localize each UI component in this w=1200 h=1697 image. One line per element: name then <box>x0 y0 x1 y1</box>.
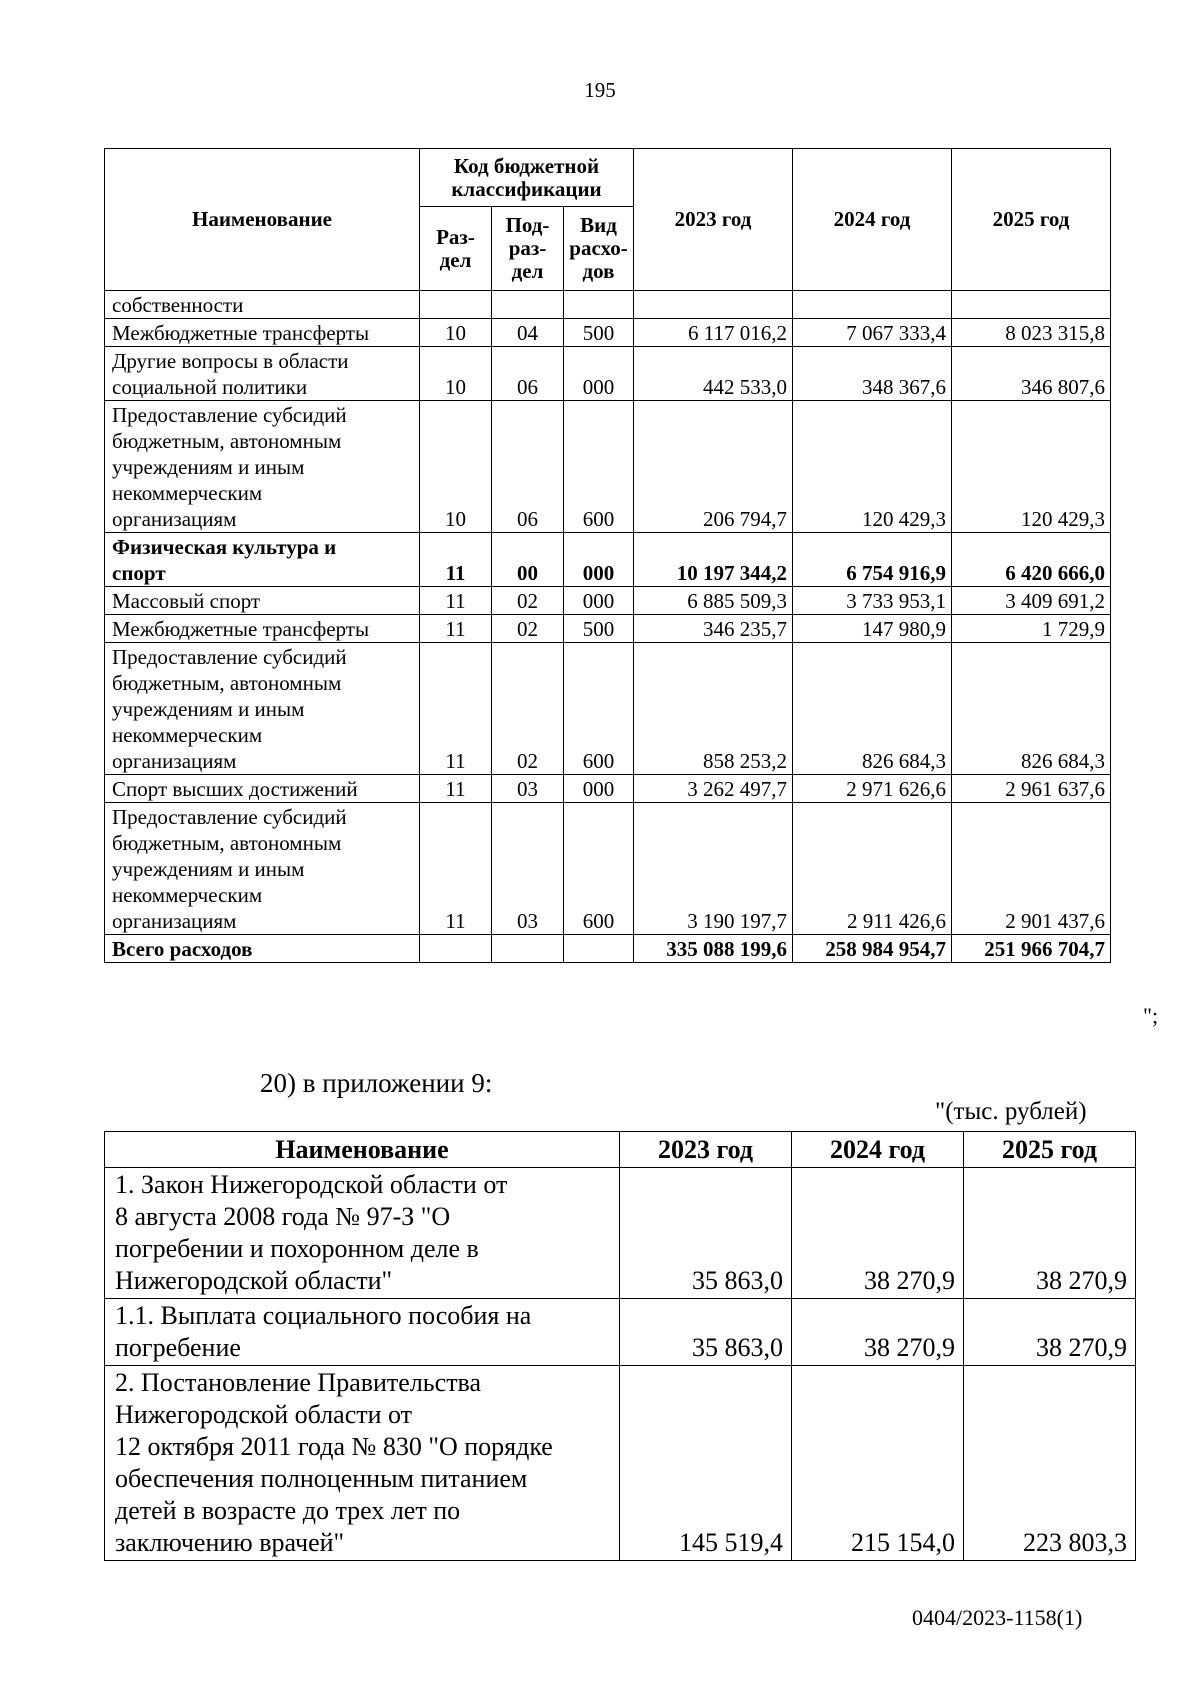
row-name: Другие вопросы в области социальной политики <box>105 347 420 401</box>
row-value-2023: 6 885 509,3 <box>634 587 793 615</box>
row-expense-type: 000 <box>564 533 634 587</box>
row-section: 11 <box>420 803 492 935</box>
header-code-group: Код бюджетной классификации <box>420 149 634 207</box>
row-name: Массовый спорт <box>105 587 420 615</box>
table-row <box>105 935 1111 963</box>
row-expense-type: 500 <box>564 615 634 643</box>
header-section: Раз- дел <box>420 207 492 291</box>
header-2024: 2024 год <box>792 1132 964 1168</box>
row-value-2025: 120 429,3 <box>952 401 1111 533</box>
row-subsection <box>492 291 564 319</box>
row-subsection <box>492 935 564 963</box>
row-name: 2. Постановление Правительства Нижегородской области от 12 октября 2011 года № 830 "О порядке обеспечения полноценным питанием детей в возрасте до трех лет по заключению врачей" <box>105 1366 620 1561</box>
table-row <box>105 1299 1136 1366</box>
row-expense-type: 600 <box>564 803 634 935</box>
row-value-2025: 38 270,9 <box>964 1299 1136 1366</box>
row-name: Межбюджетные трансферты <box>105 615 420 643</box>
row-value-2024: 147 980,9 <box>793 615 952 643</box>
row-value-2024: 826 684,3 <box>793 643 952 775</box>
row-value-2023: 346 235,7 <box>634 615 793 643</box>
table-row <box>105 803 1111 935</box>
row-value-2025: 223 803,3 <box>964 1366 1136 1561</box>
row-value-2025: 8 023 315,8 <box>952 319 1111 347</box>
header-name: Наименование <box>105 1132 620 1168</box>
row-value-2024: 7 067 333,4 <box>793 319 952 347</box>
row-value-2023: 6 117 016,2 <box>634 319 793 347</box>
row-value-2024: 38 270,9 <box>792 1299 964 1366</box>
row-name: Предоставление субсидий бюджетным, автономным учреждениям и иным некоммерческим организациям <box>105 401 420 533</box>
row-value-2024: 6 754 916,9 <box>793 533 952 587</box>
row-subsection: 00 <box>492 533 564 587</box>
row-value-2025: 3 409 691,2 <box>952 587 1111 615</box>
section-heading: 20) в приложении 9: <box>260 1068 493 1098</box>
row-name: 1.1. Выплата социального пособия на погребение <box>105 1299 620 1366</box>
row-subsection: 06 <box>492 401 564 533</box>
row-value-2023: 206 794,7 <box>634 401 793 533</box>
row-section: 10 <box>420 319 492 347</box>
row-subsection: 06 <box>492 347 564 401</box>
row-value-2023: 35 863,0 <box>620 1299 792 1366</box>
row-value-2024: 3 733 953,1 <box>793 587 952 615</box>
table-row <box>105 533 1111 587</box>
table-row <box>105 587 1111 615</box>
row-value-2025: 2 961 637,6 <box>952 775 1111 803</box>
row-value-2024: 215 154,0 <box>792 1366 964 1561</box>
table-row <box>105 775 1111 803</box>
closing-quote-mark: "; <box>1143 1003 1159 1028</box>
table-row <box>105 319 1111 347</box>
row-section: 11 <box>420 643 492 775</box>
table-row <box>105 347 1111 401</box>
row-value-2023: 145 519,4 <box>620 1366 792 1561</box>
row-expense-type: 600 <box>564 401 634 533</box>
row-name: Межбюджетные трансферты <box>105 319 420 347</box>
table-row <box>105 615 1111 643</box>
row-subsection: 02 <box>492 587 564 615</box>
row-value-2023: 3 262 497,7 <box>634 775 793 803</box>
row-value-2023: 3 190 197,7 <box>634 803 793 935</box>
header-name: Наименование <box>105 149 420 291</box>
row-name: собственности <box>105 291 420 319</box>
document-code: 0404/2023-1158(1) <box>912 1605 1083 1630</box>
header-expense-type: Вид расхо- дов <box>564 207 634 291</box>
row-value-2024: 258 984 954,7 <box>793 935 952 963</box>
row-name: Всего расходов <box>105 935 420 963</box>
row-expense-type <box>564 291 634 319</box>
row-value-2024: 2 971 626,6 <box>793 775 952 803</box>
row-subsection: 03 <box>492 803 564 935</box>
page-number: 195 <box>584 78 616 102</box>
row-value-2025: 826 684,3 <box>952 643 1111 775</box>
row-name: 1. Закон Нижегородской области от 8 августа 2008 года № 97-З "О погребении и похоронном деле в Нижегородской области" <box>105 1168 620 1299</box>
row-value-2025: 251 966 704,7 <box>952 935 1111 963</box>
header-2024: 2024 год <box>793 149 952 291</box>
row-name: Физическая культура и спорт <box>105 533 420 587</box>
row-section: 11 <box>420 615 492 643</box>
row-value-2025 <box>952 291 1111 319</box>
row-value-2023: 335 088 199,6 <box>634 935 793 963</box>
row-section <box>420 935 492 963</box>
row-value-2024: 348 367,6 <box>793 347 952 401</box>
row-value-2024 <box>793 291 952 319</box>
row-name: Спорт высших достижений <box>105 775 420 803</box>
row-expense-type: 500 <box>564 319 634 347</box>
row-value-2023: 10 197 344,2 <box>634 533 793 587</box>
header-2025: 2025 год <box>952 149 1111 291</box>
row-section: 11 <box>420 775 492 803</box>
row-expense-type: 600 <box>564 643 634 775</box>
row-value-2023: 858 253,2 <box>634 643 793 775</box>
table-row <box>105 1168 1136 1299</box>
row-value-2025: 1 729,9 <box>952 615 1111 643</box>
row-section: 10 <box>420 401 492 533</box>
table-row <box>105 643 1111 775</box>
appendix-9-table <box>104 1131 1136 1561</box>
row-value-2023: 35 863,0 <box>620 1168 792 1299</box>
row-section: 10 <box>420 347 492 401</box>
row-expense-type: 000 <box>564 775 634 803</box>
row-value-2024: 2 911 426,6 <box>793 803 952 935</box>
row-subsection: 02 <box>492 643 564 775</box>
budget-classification-table <box>104 148 1111 963</box>
row-subsection: 02 <box>492 615 564 643</box>
row-subsection: 03 <box>492 775 564 803</box>
header-2023: 2023 год <box>634 149 793 291</box>
row-value-2025: 346 807,6 <box>952 347 1111 401</box>
row-subsection: 04 <box>492 319 564 347</box>
row-value-2025: 6 420 666,0 <box>952 533 1111 587</box>
row-value-2023 <box>634 291 793 319</box>
header-subsection: Под- раз- дел <box>492 207 564 291</box>
row-section <box>420 291 492 319</box>
unit-note: "(тыс. рублей) <box>935 1098 1087 1125</box>
row-value-2024: 120 429,3 <box>793 401 952 533</box>
header-2025: 2025 год <box>964 1132 1136 1168</box>
row-name: Предоставление субсидий бюджетным, автономным учреждениям и иным некоммерческим организациям <box>105 643 420 775</box>
row-value-2025: 38 270,9 <box>964 1168 1136 1299</box>
row-value-2023: 442 533,0 <box>634 347 793 401</box>
row-value-2024: 38 270,9 <box>792 1168 964 1299</box>
row-expense-type: 000 <box>564 587 634 615</box>
row-expense-type: 000 <box>564 347 634 401</box>
table-row <box>105 401 1111 533</box>
row-section: 11 <box>420 533 492 587</box>
table-row <box>105 291 1111 319</box>
table-row <box>105 1366 1136 1561</box>
row-name: Предоставление субсидий бюджетным, автономным учреждениям и иным некоммерческим организациям <box>105 803 420 935</box>
row-value-2025: 2 901 437,6 <box>952 803 1111 935</box>
row-expense-type <box>564 935 634 963</box>
row-section: 11 <box>420 587 492 615</box>
header-2023: 2023 год <box>620 1132 792 1168</box>
